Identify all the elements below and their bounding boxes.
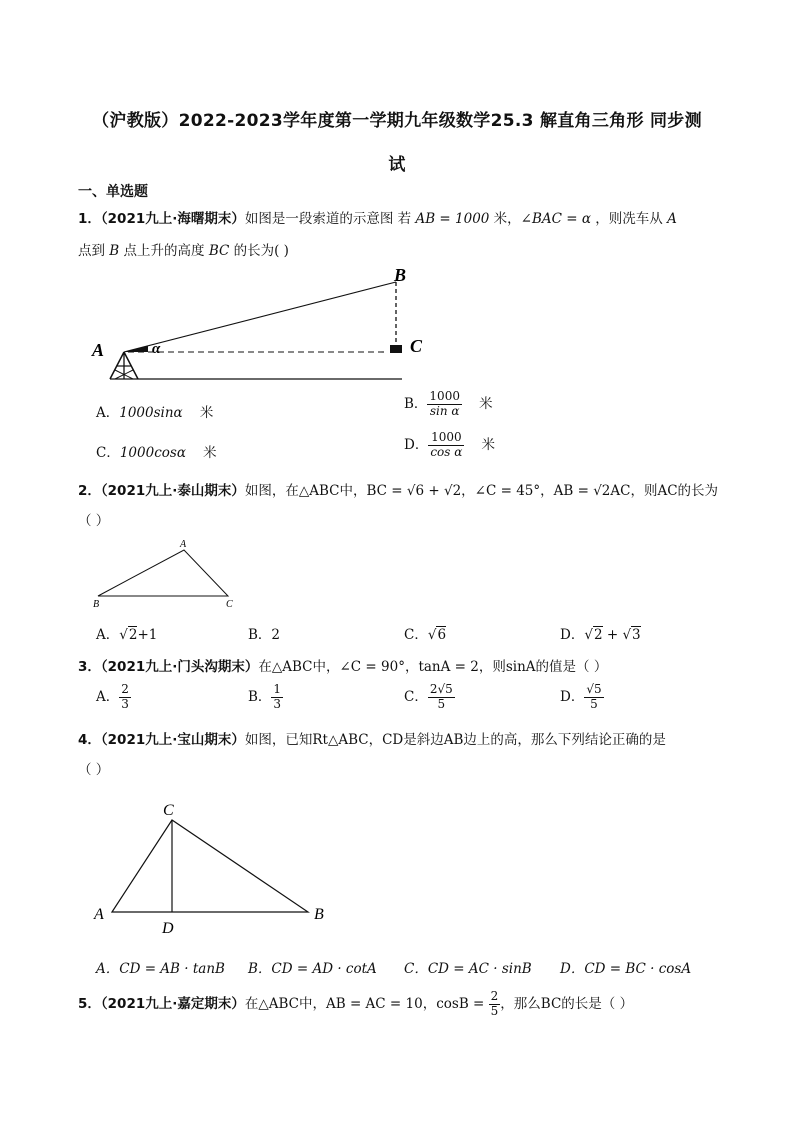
math-point: A — [667, 211, 677, 227]
question-text: 如图是一段索道的示意图 若 — [244, 211, 416, 227]
option-letter: A． — [96, 688, 120, 705]
option-value: 1000sinα — [119, 405, 183, 421]
fraction-numerator: 2√5 — [429, 682, 453, 696]
question-source: （2021九上·门头沟期末） — [100, 659, 259, 675]
question-2-line1 — [78, 479, 718, 499]
option-a[interactable]: A．CD = AB · tanB — [96, 961, 225, 977]
option-value: +1 — [137, 627, 158, 643]
question-2-paren: （ ） — [78, 513, 110, 529]
option-letter: D． — [560, 688, 585, 705]
question-source: （2021九上·泰山期末） — [100, 483, 245, 499]
math-point: B — [109, 243, 120, 259]
page-title: （沪教版）2022-2023学年度第一学期九年级数学25.3 解直角三角形 同步测 — [92, 111, 702, 131]
radicand: 2 — [593, 627, 603, 643]
question-text: 如图，已知Rt△ABC，CD是斜边AB边上的高，那么下列结论正确的是 — [244, 732, 666, 748]
label-B: B — [394, 265, 407, 285]
option-c[interactable] — [404, 683, 455, 712]
option-unit: 米 — [479, 395, 493, 412]
question-number: 1． — [78, 211, 101, 227]
question-number: 5． — [78, 995, 101, 1012]
fraction-numerator: 2 — [490, 989, 499, 1003]
radicand: 2 — [128, 627, 138, 643]
page-title-continued: 试 — [388, 155, 406, 175]
fraction-numerator: 1000 — [428, 431, 464, 446]
question-text: 点到 — [78, 243, 110, 259]
option-b[interactable] — [404, 390, 493, 419]
label-alpha: α — [152, 341, 161, 357]
option-unit: 米 — [199, 405, 214, 421]
fraction-denominator: 5 — [437, 696, 446, 711]
section-heading: 一、单选题 — [78, 184, 148, 200]
question-number: 2． — [78, 483, 101, 499]
question-text: ，那么BC的长是（ ） — [500, 995, 634, 1012]
fraction-denominator: 5 — [490, 1003, 499, 1018]
question-4-line1 — [78, 728, 666, 748]
option-d[interactable] — [560, 683, 604, 712]
label-A: A — [94, 906, 104, 923]
fraction-numerator: 2 — [121, 682, 129, 696]
label-C: C — [410, 336, 423, 356]
fraction-numerator: √5 — [586, 682, 602, 696]
option-value: 2 — [271, 627, 281, 643]
question-4-paren: （ ） — [78, 762, 110, 778]
option-d[interactable] — [404, 431, 495, 460]
question-3-line1 — [78, 655, 607, 675]
option-c[interactable]: C．CD = AC · sinB — [404, 961, 532, 977]
option-letter: B． — [248, 627, 272, 643]
label-C: C — [226, 599, 233, 610]
option-d[interactable]: D．CD = BC · cosA — [560, 961, 692, 977]
option-c[interactable]: C．√6 — [404, 627, 447, 643]
option-letter: B． — [404, 395, 428, 412]
option-unit: 米 — [203, 445, 217, 461]
option-a[interactable]: A．√2+1 — [96, 627, 158, 643]
fraction-denominator: sin α — [429, 403, 460, 418]
fraction-denominator: cos α — [430, 444, 463, 459]
option-letter: D． — [404, 436, 429, 453]
option-unit: 米 — [481, 436, 496, 453]
option-letter: B． — [248, 688, 272, 705]
option-a[interactable] — [96, 683, 131, 712]
question-text: 在△ABC中，∠C = 90°，tanA = 2，则sinA的值是（ ） — [258, 659, 608, 675]
option-letter: A． — [96, 405, 120, 421]
math-segment: BC — [208, 243, 230, 259]
label-B: B — [314, 906, 324, 923]
question-1-line1 — [78, 207, 677, 227]
math-expression: ∠BAC = α — [520, 211, 591, 227]
question-source: （2021九上·宝山期末） — [100, 732, 245, 748]
cableway-figure — [88, 262, 448, 386]
question-number: 3． — [78, 659, 101, 675]
option-letter: C． — [96, 445, 120, 461]
option-b[interactable] — [248, 683, 283, 712]
label-C: C — [163, 802, 174, 819]
question-number: 4． — [78, 732, 101, 748]
option-letter: C． — [404, 627, 428, 643]
label-A: A — [92, 340, 105, 360]
option-letter: C． — [404, 688, 428, 705]
option-a[interactable] — [96, 401, 213, 421]
label-B: B — [93, 599, 100, 610]
option-value: 1000cosα — [119, 445, 186, 461]
question-text: 点上升的高度 — [119, 243, 209, 259]
fraction-numerator: 1000 — [429, 389, 460, 403]
fraction-denominator: 5 — [590, 696, 598, 711]
fraction-numerator: 1 — [273, 682, 282, 696]
fraction-denominator: 3 — [273, 696, 282, 711]
option-b[interactable]: B．CD = AD · cotA — [248, 961, 377, 977]
question-1-line2 — [78, 239, 289, 259]
question-source: （2021九上·海曙期末） — [100, 211, 245, 227]
label-A: A — [180, 539, 187, 550]
option-c[interactable] — [96, 441, 217, 461]
question-text: 米， — [489, 211, 521, 227]
question-text: 的长为( ) — [229, 243, 289, 259]
question-5-line1 — [78, 990, 633, 1019]
fraction-denominator: 3 — [121, 696, 129, 711]
option-d[interactable]: D．√2 + √3 — [560, 627, 641, 643]
right-triangle-figure-q4 — [88, 795, 338, 940]
operator: + — [602, 627, 623, 643]
label-D: D — [162, 920, 174, 937]
option-b[interactable] — [248, 623, 280, 643]
question-text: 如图，在△ABC中，BC = √6 + √2，∠C = 45°，AB = √2AC，则AC的长为 — [244, 483, 719, 499]
question-text: 在△ABC中，AB = AC = 10，cosB = — [244, 995, 489, 1012]
math-expression: AB = 1000 — [415, 211, 490, 227]
radicand: 6 — [437, 627, 447, 643]
option-letter: A． — [96, 627, 120, 643]
option-letter: D． — [560, 627, 585, 643]
triangle-figure-q2 — [88, 535, 248, 610]
question-text: ，则冼车从 — [591, 211, 668, 227]
question-source: （2021九上·嘉定期末） — [100, 995, 245, 1012]
radicand: 3 — [632, 627, 641, 643]
